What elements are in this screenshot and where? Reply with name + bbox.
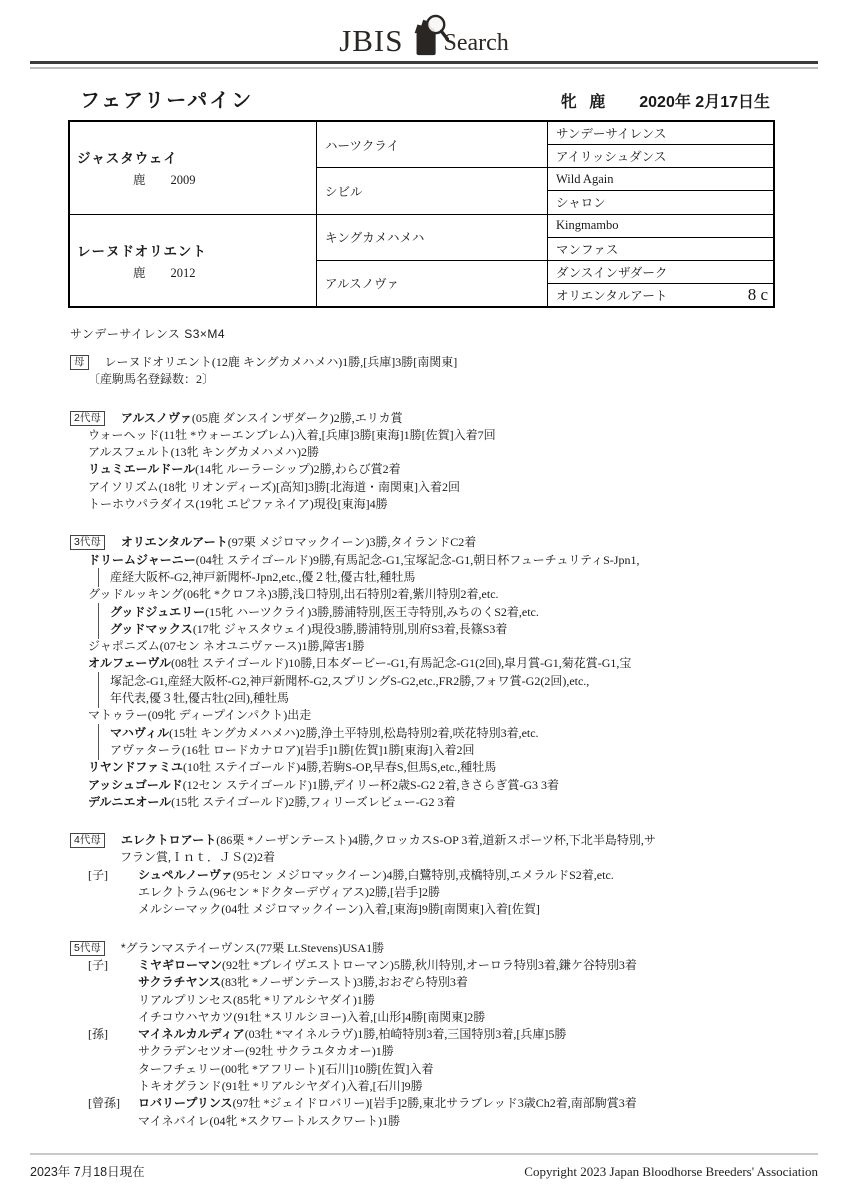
family-section xyxy=(70,832,848,918)
family-section xyxy=(70,354,848,389)
horse-name: デルニエオール xyxy=(88,794,172,809)
record-text: (11牡 *ウォーエンブレム)入着,[兵庫]3勝[東海]1勝[佐賀]入着7回 xyxy=(159,427,496,442)
pedigree-line xyxy=(110,673,848,690)
pedigree-line xyxy=(70,832,848,849)
record-text: (15牝 ハーツクライ)3勝,勝浦特別,医王寺特別,みちのくS2着,etc. xyxy=(205,604,539,619)
ggp-cell: ダンスインザダーク xyxy=(548,260,773,283)
record-text: (17牝 ジャスタウェイ)現役3勝,勝浦特別,別府S3着,長篠S3着 xyxy=(192,621,508,636)
record-text: (04牡 ステイゴールド)9勝,有馬記念-G1,宝塚記念-G1,朝日杯フューチュリティS-Jpn1, xyxy=(195,552,640,567)
relation-prefix: [孫] xyxy=(88,1027,108,1042)
horse-name: アッシュゴールド xyxy=(88,777,183,792)
horse-name: トキオグランド xyxy=(138,1078,222,1093)
horse-name: マトゥラー xyxy=(88,708,148,723)
pedigree-line xyxy=(88,552,848,569)
horse-name: エレクトロアート xyxy=(120,833,217,848)
pedigree-line xyxy=(88,759,848,776)
record-text: (91牡 *リアルシヤダイ)入着,[石川]9勝 xyxy=(221,1078,423,1093)
horse-name: グッドマックス xyxy=(110,621,193,636)
record-text: フラン賞,Ｉｎｔ．ＪＳ(2)2着 xyxy=(120,850,275,865)
record-text: 〔産駒馬名登録数：2〕 xyxy=(88,372,215,387)
sire-name: ジャスタウェイ xyxy=(77,151,178,167)
pedigree-line xyxy=(138,1078,848,1095)
ggp-cell: アイリッシュダンス xyxy=(548,144,773,167)
horse-name: ウォーヘッド xyxy=(88,427,160,442)
horse-name: サクラデンセツオー xyxy=(138,1044,246,1059)
ggp-cell: シャロン xyxy=(548,190,773,213)
record-text: 塚記念-G1,産経大阪杯-G2,神戸新聞杯-G2,スプリングS-G2,etc.,FR2勝,フォワ賞-G2(2回),etc., xyxy=(110,673,590,688)
pedigree-line xyxy=(120,849,848,866)
horse-name: リュミエールドール xyxy=(88,462,196,477)
pedigree-line xyxy=(138,1009,848,1026)
record-text: (00牝 *アフリート)[石川]10勝[佐賀]入着 xyxy=(221,1061,434,1076)
record-text: (83牝 *ノーザンテースト)3勝,おおぞら特別3着 xyxy=(221,975,468,990)
pedigree-line xyxy=(88,777,848,794)
sire-dam-cell: シビル xyxy=(317,167,547,213)
horse-name: サクラチヤンス xyxy=(138,975,222,990)
sex-coat: 牝 鹿 xyxy=(560,94,610,111)
record-text: (09牝 ディープインパクト)出走 xyxy=(147,708,312,723)
ggp-name: オリエンタルアート xyxy=(556,288,668,303)
record-text: (13牝 キングカメハメハ)2勝 xyxy=(170,445,319,460)
horse-name: *グランマステイーヴンス xyxy=(120,940,257,955)
pedigree-line xyxy=(88,461,848,478)
horse-name: アヴァターラ xyxy=(110,742,182,757)
page-title: フェアリーパイン xyxy=(80,90,254,112)
horse-name: エレクトラム xyxy=(138,885,210,900)
pedigree-line xyxy=(88,707,848,724)
pedigree-line xyxy=(70,354,848,371)
record-text: (10牡 ステイゴールド)4勝,若駒S-OP,早春S,但馬S,etc.,種牡馬 xyxy=(183,760,497,775)
dam-name: レーヌドオリエント xyxy=(77,243,207,259)
sire-sire-cell: ハーツクライ xyxy=(325,138,400,153)
pedigree-line xyxy=(88,1026,848,1043)
record-text: (03牡 *マイネルラヴ)1勝,柏崎特別3着,三国特別3着,[兵庫]5勝 xyxy=(244,1027,567,1042)
pedigree-line xyxy=(70,940,848,957)
family-sections xyxy=(70,354,848,1130)
horse-name: アイソリズム xyxy=(88,479,159,494)
horse-name: リアルプリンセス xyxy=(138,992,234,1007)
record-text: (12セン ステイゴールド)1勝,デイリー杯2歳S-G2 2着,きさらぎ賞-G3 3着 xyxy=(182,777,560,792)
record-text: (06牝 *クロフネ)3勝,浅口特別,出石特別2着,紫川特別2着,etc. xyxy=(183,587,499,602)
page-footer xyxy=(30,1153,818,1180)
dam-sire-cell: キングカメハメハ xyxy=(317,214,547,260)
record-text: (96セン *ドクターデヴィアス)2勝,[岩手]2勝 xyxy=(209,885,440,900)
ggp-cell xyxy=(548,283,773,306)
family-number: 8 c xyxy=(747,284,768,304)
record-text: (15牝 ステイゴールド)2勝,フィリーズレビュー-G2 3着 xyxy=(171,794,456,809)
header-divider xyxy=(30,61,818,69)
family-section xyxy=(70,534,848,811)
horse-name: ドリームジャーニー xyxy=(88,552,196,567)
pedigree-line xyxy=(110,569,848,586)
generation-label: 4代母 xyxy=(70,833,105,848)
sire-info: 鹿 2009 xyxy=(133,173,196,188)
record-text: (08牡 ステイゴールド)10勝,日本ダービー-G1,有馬記念-G1(2回),皐月賞-G1,菊花賞-G1,宝 xyxy=(171,656,632,671)
horse-name: オリエンタルアート xyxy=(120,535,228,550)
as-of-date: 2023年 7月18日現在 xyxy=(30,1165,145,1179)
pedigree-line xyxy=(138,1113,848,1130)
logo-text-search: Search xyxy=(443,30,509,56)
record-text: (12鹿 キングカメハメハ)1勝,[兵庫]3勝[南関東] xyxy=(211,355,458,369)
pedigree-line xyxy=(88,427,848,444)
pedigree-line xyxy=(88,794,848,811)
horse-name: マイネルカルディア xyxy=(138,1027,245,1042)
pedigree-line xyxy=(88,496,848,513)
ggp-cell: Kingmambo xyxy=(548,214,773,237)
pedigree-line xyxy=(88,586,848,603)
horse-name: アルスノヴァ xyxy=(120,410,192,425)
record-text: (86栗 *ノーザンテースト)4勝,クロッカスS-OP 3着,道新スポーツ杯,下北半島特別,サ xyxy=(216,833,656,848)
dam-info: 鹿 2012 xyxy=(133,265,196,280)
record-text: (97牡 *ジェイドロバリー)[岩手]2勝,東北サラブレッド3歳Ch2着,南部駒賞3着 xyxy=(232,1096,637,1111)
record-text: (04牝 *スクワートルスクワート)1勝 xyxy=(209,1113,401,1128)
ggp-cell: サンデーサイレンス xyxy=(556,127,667,142)
horse-magnifier-icon xyxy=(407,13,449,59)
pedigree-line xyxy=(88,444,848,461)
title-row xyxy=(80,84,770,113)
pedigree-line xyxy=(88,867,848,884)
pedigree-line xyxy=(88,371,848,388)
logo-text-jbis: JBIS xyxy=(339,23,404,58)
horse-name: マイネバイレ xyxy=(138,1113,210,1128)
record-text: (92牡 サクラユタカオー)1勝 xyxy=(245,1044,394,1059)
pedigree-col-greatgrandparents xyxy=(548,122,773,306)
horse-name: ロバリープリンス xyxy=(138,1096,233,1111)
generation-label: 2代母 xyxy=(70,411,105,426)
generation-label: 3代母 xyxy=(70,535,105,550)
ggp-cell: Wild Again xyxy=(548,167,773,190)
record-text: (05鹿 ダンスインザダーク)2勝,エリカ賞 xyxy=(191,410,403,425)
pedigree-line xyxy=(110,621,848,638)
copyright-text: Copyright 2023 Japan Bloodhorse Breeders' Association xyxy=(524,1164,818,1179)
record-text: (18牝 リオンディーズ)[高知]3勝[北海道・南関東]入着2回 xyxy=(158,479,460,494)
horse-name: ジャポニズム xyxy=(88,639,160,654)
pedigree-line xyxy=(70,410,848,427)
sire-cell xyxy=(70,122,316,214)
record-text: (07セン ネオユニヴァース)1勝,障害1勝 xyxy=(159,639,365,654)
jbis-logo xyxy=(0,0,848,56)
pedigree-col-parents xyxy=(70,122,316,306)
record-text: (14牝 ルーラーシップ)2勝,わらび賞2着 xyxy=(195,462,401,477)
pedigree-col-grandparents xyxy=(316,122,548,306)
record-text: (92牡 *ブレイヴエストローマン)5勝,秋川特別,オーロラ特別3着,鎌ケ谷特別3着 xyxy=(222,957,637,972)
pedigree-line xyxy=(88,479,848,496)
family-section xyxy=(70,410,848,514)
record-text: 産経大阪杯-G2,神戸新聞杯-Jpn2,etc.,優２牡,優古牡,種牡馬 xyxy=(110,569,416,584)
relation-prefix: [子] xyxy=(88,867,108,882)
pedigree-line xyxy=(88,1095,848,1112)
record-text: (91牡 *スリルシヨー)入着,[山形]4勝[南関東]2勝 xyxy=(233,1009,486,1024)
horse-name: イチコウハヤカツ xyxy=(138,1009,234,1024)
record-text: (19牝 エピファネイア)現役[東海]4勝 xyxy=(195,497,388,512)
pedigree-line xyxy=(110,690,848,707)
pedigree-line xyxy=(110,604,848,621)
horse-name: オルフェーヴル xyxy=(88,656,172,671)
horse-name: トーホウパラダイス xyxy=(88,497,196,512)
pedigree-line xyxy=(70,534,848,551)
horse-name: グッドジュエリー xyxy=(110,604,206,619)
family-section xyxy=(70,940,848,1130)
record-text: (97栗 メジロマックイーン)3勝,タイランドC2着 xyxy=(227,535,477,550)
record-text: (85牝 *リアルシヤダイ)1勝 xyxy=(233,992,375,1007)
pedigree-line xyxy=(138,901,848,918)
pedigree-line xyxy=(138,1061,848,1078)
pedigree-line xyxy=(138,992,848,1009)
inbreeding-note: サンデーサイレンス S3×M4 xyxy=(70,327,226,341)
horse-name: シュペルノーヴァ xyxy=(138,867,233,882)
dam-dam-cell: アルスノヴァ xyxy=(317,260,547,306)
horse-name: グッドルッキング xyxy=(88,587,184,602)
pedigree-line xyxy=(88,655,848,672)
record-text: (95セン メジロマックイーン)4勝,白鷺特別,戎橋特別,エメラルドS2着,etc. xyxy=(232,867,614,882)
horse-name: レーヌドオリエント xyxy=(104,355,212,369)
pedigree-line xyxy=(138,974,848,991)
pedigree-line xyxy=(88,638,848,655)
pedigree-line xyxy=(88,957,848,974)
horse-name: マハヴィル xyxy=(110,725,170,740)
horse-name: メルシーマック xyxy=(138,902,222,917)
horse-name: リヤンドファミユ xyxy=(88,760,184,775)
record-text: (77栗 Lt.Stevens)USA1勝 xyxy=(256,940,385,955)
relation-prefix: [子] xyxy=(88,957,108,972)
record-text: 年代表,優３牡,優古牡(2回),種牡馬 xyxy=(110,691,289,706)
horse-name: ターフチェリー xyxy=(138,1061,222,1076)
pedigree-line xyxy=(110,725,848,742)
pedigree-line xyxy=(110,742,848,759)
generation-label: 5代母 xyxy=(70,941,105,956)
birth-date: 2020年 2月17日生 xyxy=(639,94,770,111)
horse-name: ミヤギローマン xyxy=(138,957,223,972)
record-text: (16牡 ロードカナロア)[岩手]1勝[佐賀]1勝[東海]入着2回 xyxy=(181,742,475,757)
generation-label: 母 xyxy=(70,355,89,370)
record-text: (04牡 メジロマックイーン)入着,[東海]9勝[南関東]入着[佐賀] xyxy=(221,902,540,917)
relation-prefix: [曾孫] xyxy=(88,1096,120,1111)
pedigree-line xyxy=(138,1043,848,1060)
ggp-cell: マンファス xyxy=(548,237,773,260)
horse-name: アルスフェルト xyxy=(88,445,171,460)
dam-cell xyxy=(70,214,316,307)
record-text: (15牡 キングカメハメハ)2勝,浄土平特別,松島特別2着,咲花特別3着,etc. xyxy=(169,725,539,740)
pedigree-table xyxy=(68,120,775,308)
pedigree-line xyxy=(138,884,848,901)
horse-profile xyxy=(561,89,770,112)
